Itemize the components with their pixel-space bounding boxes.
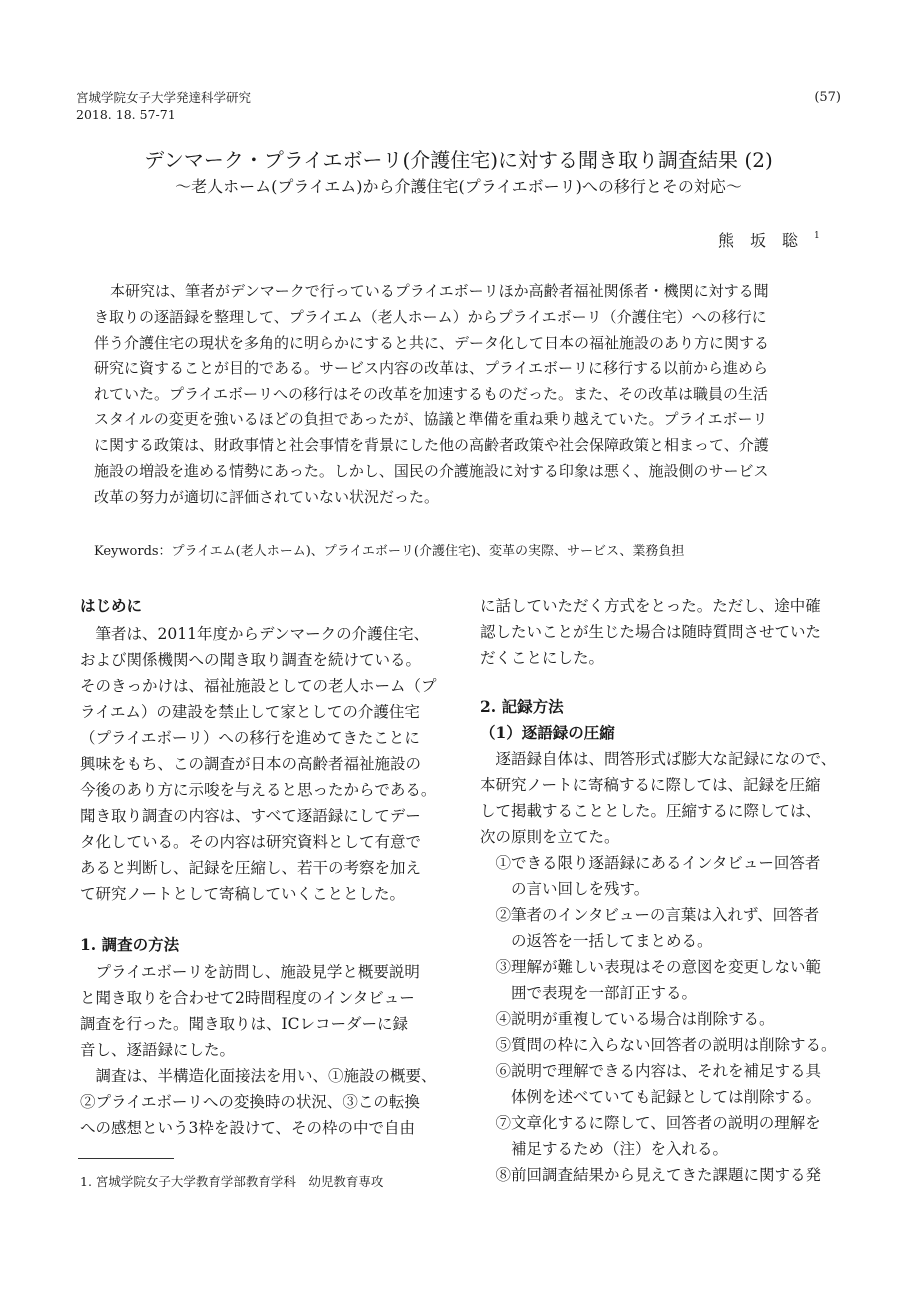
list-item-continuation: 体例を述べていても記録としては削除する。 (480, 1088, 822, 1106)
list-item: ④説明が重複している場合は削除する。 (480, 1010, 775, 1028)
body-line: あると判断し、記録を圧縮し、若干の考察を加え (80, 859, 422, 877)
author (718, 228, 820, 251)
section-heading: はじめに (80, 596, 143, 615)
abstract-line: き取りの逐語録を整理して、プライエム（老人ホーム）からプライエボーリ（介護住宅）への移行に (94, 308, 767, 326)
abstract-line: スタイルの変更を強いるほどの負担であったが、協議と準備を重ね乗り越えていた。プライエボーリ (94, 410, 768, 428)
body-line: 音し、逐語録にした。 (80, 1041, 236, 1059)
paper-title: デンマーク・プライエボーリ(介護住宅)に対する聞き取り調査結果 (2) (144, 148, 773, 172)
list-item: ⑧前回調査結果から見えてきた課題に関する発 (480, 1166, 822, 1184)
journal-name: 宮城学院女子大学発達科学研究 (76, 90, 252, 105)
author-name: 熊坂聡 (718, 231, 815, 250)
list-item-continuation: 補足するため（注）を入れる。 (480, 1140, 729, 1158)
body-line: 聞き取り調査の内容は、すべて逐語録にしてデー (80, 807, 421, 825)
list-item-continuation: 囲で表現を一部訂正する。 (480, 984, 698, 1002)
body-line: と聞き取りを合わせて2時間程度のインタビュー (80, 989, 415, 1007)
body-line: および関係機関への聞き取り調査を続けている。 (80, 651, 422, 669)
body-line: して掲載することとした。圧縮するに際しては、 (480, 802, 822, 820)
citation: 2018. 18. 57-71 (76, 107, 176, 122)
body-line: 調査は、半構造化面接法を用い、①施設の概要、 (80, 1067, 437, 1085)
list-item: ⑥説明で理解できる内容は、それを補足する具 (480, 1062, 822, 1080)
list-item: ②筆者のインタビューの言葉は入れず、回答者 (480, 906, 820, 924)
list-item-continuation: の返答を一括してまとめる。 (480, 932, 713, 950)
body-line: 調査を行った。聞き取りは、ICレコーダーに録 (80, 1015, 408, 1033)
abstract-line: 伴う介護住宅の現状を多角的に明らかにすると共に、データ化して日本の福祉施設のあり方に関する (94, 334, 770, 352)
abstract-line: に関する政策は、財政事情と社会事情を背景にした他の高齢者政策や社会保障政策と相まって、介護 (94, 436, 769, 454)
subsection-heading: （1）逐語録の圧縮 (480, 723, 615, 742)
abstract-line: 施設の増設を進める情勢にあった。しかし、国民の介護施設に対する印象は悪く、施設側のサービス (94, 462, 769, 480)
body-line: 筆者は、2011年度からデンマークの介護住宅、 (80, 625, 430, 643)
body-line: 今後のあり方に示唆を与えると思ったからである。 (80, 781, 437, 799)
section-heading: 1. 調査の方法 (80, 935, 180, 954)
body-line: 逐語録自体は、問答形式ぱ膨大な記録になので、 (480, 750, 837, 768)
abstract-line: 本研究は、筆者がデンマークで行っているプライエボーリほか高齢者福祉関係者・機関に対する聞 (110, 282, 769, 300)
body-line: 次の原則を立てた。 (480, 828, 620, 846)
body-line: への感想という3枠を設けて、その枠の中で自由 (80, 1119, 416, 1137)
list-item-continuation: の言い回しを残す。 (480, 880, 650, 898)
paper-subtitle: ～老人ホーム(プライエム)から介護住宅(プライエボーリ)への移行とその対応～ (175, 177, 742, 196)
abstract-line: 研究に資することが目的である。サービス内容の改革は、プライエボーリに移行する以前から進めら (94, 359, 768, 377)
section-heading: 2. 記録方法 (480, 697, 564, 716)
list-item: ⑦文章化するに際して、回答者の説明の理解を (480, 1114, 821, 1132)
body-line: （プライエボーリ）への移行を進めてきたことに (80, 729, 420, 747)
author-footnote-mark: 1 (814, 231, 820, 241)
footnote: 1. 宮城学院女子大学教育学部教育学科 幼児教育専攻 (80, 1174, 384, 1189)
body-line: に話していただく方式をとった。ただし、途中確 (480, 597, 821, 615)
body-line: だくことにした。 (480, 649, 605, 667)
page-number: (57) (814, 90, 841, 105)
body-line: プライエボーリを訪問し、施設見学と概要説明 (80, 963, 420, 981)
footnote-rule (78, 1158, 174, 1159)
abstract-line: 改革の努力が適切に評価されていない状況だった。 (94, 488, 440, 506)
keywords: Keywords：プライエム(老人ホーム)、プライエボーリ(介護住宅)、変革の実際、サービス、業務負担 (94, 544, 685, 559)
abstract-line: れていた。プライエボーリへの移行はその改革を加速するものだった。また、その改革は職員の生活 (94, 385, 768, 403)
list-item: ①できる限り逐語録にあるインタビュー回答者 (480, 854, 821, 872)
body-line: 認したいことが生じた場合は随時質問させていた (480, 623, 822, 641)
body-line: そのきっかけは、福祉施設としての老人ホーム（プ (80, 677, 437, 695)
body-line: 本研究ノートに寄稿するに際しては、記録を圧縮 (480, 776, 821, 794)
body-line: て研究ノートとして寄稿していくこととした。 (80, 885, 406, 903)
list-item: ③理解が難しい表現はその意図を変更しない範 (480, 958, 822, 976)
list-item: ⑤質問の枠に入らない回答者の説明は削除する。 (480, 1036, 837, 1054)
body-line: タ化している。その内容は研究資料として有意で (80, 833, 422, 851)
body-line: ライエム）の建設を禁止して家としての介護住宅 (80, 703, 420, 721)
body-line: ②プライエボーリへの変換時の状況、③この転換 (80, 1093, 420, 1111)
body-line: 興味をもち、この調査が日本の高齢者福祉施設の (80, 755, 422, 773)
